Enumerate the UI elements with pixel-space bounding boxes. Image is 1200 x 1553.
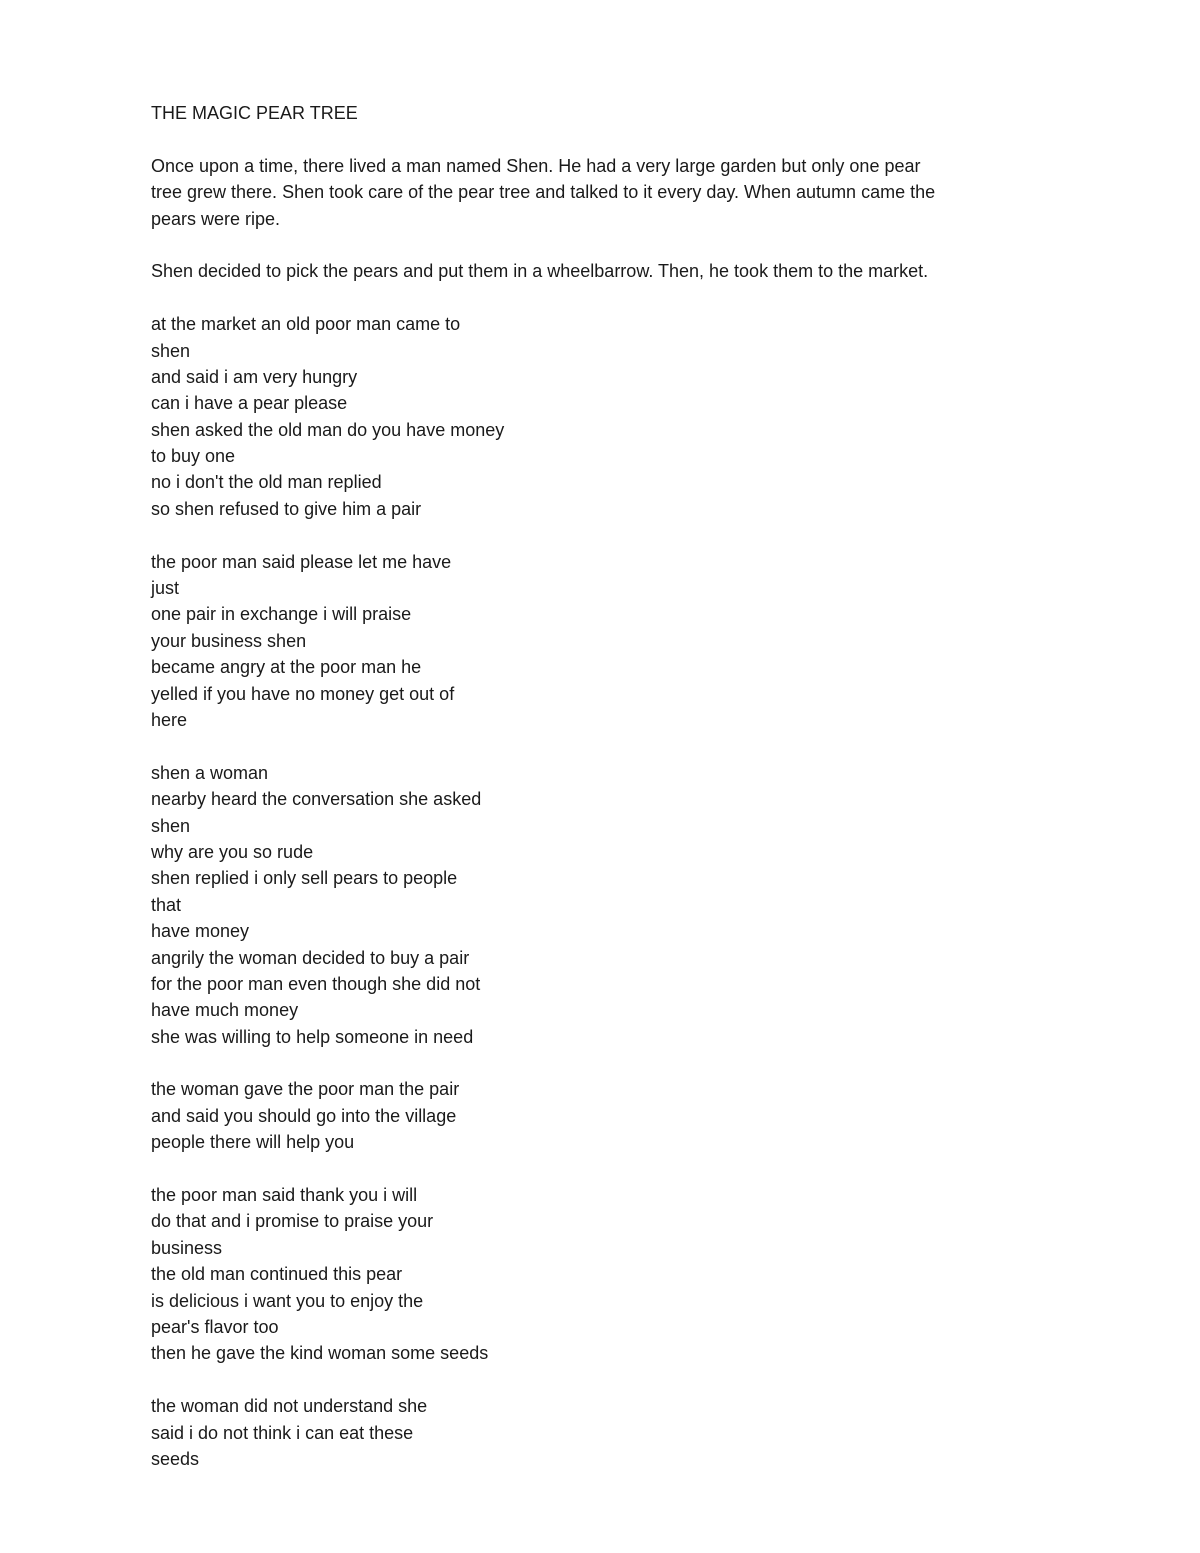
text-line: to buy one (151, 446, 236, 467)
text-line: shen replied i only sell pears to people (151, 868, 458, 889)
text-line: pear's flavor too (151, 1316, 279, 1337)
stanza (151, 549, 1031, 734)
text-line: the woman did not understand she (151, 1396, 428, 1417)
text-line: no i don't the old man replied (151, 472, 382, 493)
text-line: here (151, 709, 188, 730)
text-line: at the market an old poor man came to (151, 314, 461, 335)
text-line: have much money (151, 1000, 299, 1021)
text-line: do that and i promise to praise your (151, 1211, 434, 1232)
second-paragraph: Shen decided to pick the pears and put them in a wheelbarrow. Then, he took them to the market. (151, 261, 929, 282)
text-line: shen (151, 815, 191, 836)
text-line: can i have a pear please (151, 393, 348, 414)
blank-line (151, 733, 1031, 759)
stanza (151, 1076, 1031, 1155)
text-line: shen (151, 340, 191, 361)
stanza (151, 1182, 1031, 1367)
text-line: for the poor man even though she did not (151, 973, 481, 994)
text-line: shen asked the old man do you have money (151, 419, 505, 440)
text-line: Once upon a time, there lived a man named Shen. He had a very large garden but only one pear (151, 155, 921, 176)
text-line: have money (151, 921, 250, 942)
text-line: pears were ripe. (151, 208, 281, 229)
text-line: nearby heard the conversation she asked (151, 789, 482, 810)
text-line: the poor man said please let me have (151, 551, 452, 572)
text-line: the poor man said thank you i will (151, 1185, 418, 1206)
blank-line (151, 522, 1031, 548)
document-body (151, 100, 1031, 1472)
text-line: so shen refused to give him a pair (151, 498, 422, 519)
text-line: the old man continued this pear (151, 1264, 403, 1285)
text-line: then he gave the kind woman some seeds (151, 1343, 489, 1364)
page-title: THE MAGIC PEAR TREE (151, 103, 358, 123)
text-line: is delicious i want you to enjoy the (151, 1290, 424, 1311)
text-line: said i do not think i can eat these (151, 1422, 414, 1443)
blank-line (151, 285, 1031, 311)
text-line: just (151, 578, 180, 599)
text-line: seeds (151, 1448, 200, 1469)
text-line: that (151, 894, 182, 915)
text-line: one pair in exchange i will praise (151, 604, 412, 625)
text-line: people there will help you (151, 1132, 355, 1153)
intro-paragraph (151, 153, 1031, 232)
text-line: angrily the woman decided to buy a pair (151, 947, 470, 968)
text-line: business (151, 1237, 223, 1258)
text-line: your business shen (151, 630, 307, 651)
blank-line (151, 126, 1031, 152)
text-line: became angry at the poor man he (151, 657, 422, 678)
stanza (151, 311, 1031, 522)
text-line: and said i am very hungry (151, 366, 358, 387)
text-line: tree grew there. Shen took care of the pear tree and talked to it every day. When autumn came the (151, 182, 936, 203)
stanza (151, 760, 1031, 1050)
blank-line (151, 232, 1031, 258)
text-line: yelled if you have no money get out of (151, 683, 455, 704)
stanza (151, 1393, 1031, 1472)
blank-line (151, 1367, 1031, 1393)
blank-line (151, 1050, 1031, 1076)
text-line: shen a woman (151, 762, 269, 783)
text-line: why are you so rude (151, 841, 314, 862)
text-line: the woman gave the poor man the pair (151, 1079, 460, 1100)
text-line: she was willing to help someone in need (151, 1026, 474, 1047)
blank-line (151, 1156, 1031, 1182)
text-line: and said you should go into the village (151, 1105, 457, 1126)
